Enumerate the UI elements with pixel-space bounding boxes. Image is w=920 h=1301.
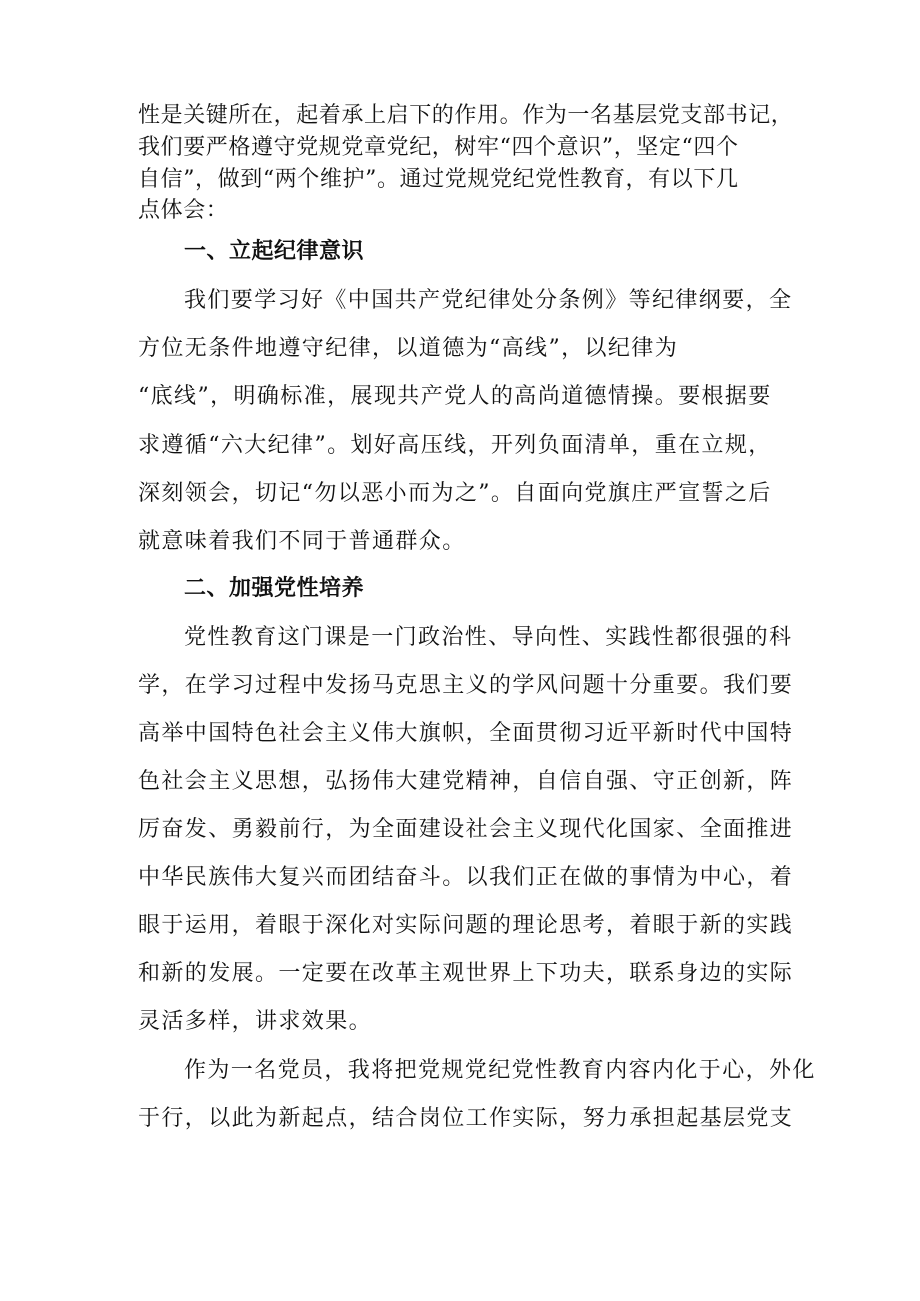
paragraph-line: 于行，以此为新起点，结合岗位工作实际，努力承担起基层党支 <box>138 1106 794 1131</box>
section-heading-discipline: 一、立起纪律意识 <box>184 239 365 264</box>
paragraph-line: 灵活多样，讲求效果。 <box>138 1009 373 1034</box>
paragraph-line: 高举中国特色社会主义伟大旗帜，全面贯彻习近平新时代中国特 <box>138 721 794 746</box>
paragraph-line: 中华民族伟大复兴而团结奋斗。以我们正在做的事情为中心，着 <box>138 865 794 890</box>
paragraph-line: 求遵循“六大纪律”。划好高压线，开列负面清单，重在立规， <box>138 433 772 458</box>
paragraph-line: 作为一名党员，我将把党规党纪党性教育内容内化于心，外化 <box>184 1058 816 1083</box>
intro-line: 自信”，做到“两个维护”。通过党规党纪党性教育，有以下几 <box>138 167 739 192</box>
paragraph-line: 学，在学习过程中发扬马克思主义的学风问题十分重要。我们要 <box>138 673 794 698</box>
paragraph-line: 就意味着我们不同于普通群众。 <box>138 529 466 554</box>
intro-line: 我们要严格遵守党规党章党纪，树牢“四个意识”，坚定“四个 <box>138 135 739 160</box>
paragraph-line: 我们要学习好《中国共产党纪律处分条例》等纪律纲要，全 <box>184 288 793 313</box>
paragraph-line: 厉奋发、勇毅前行，为全面建设社会主义现代化国家、全面推进 <box>138 817 794 842</box>
paragraph-line: 眼于运用，着眼于深化对实际问题的理论思考，着眼于新的实践 <box>138 913 794 938</box>
paragraph-line: “底线”，明确标准，展现共产党人的高尚道德情操。要根据要 <box>138 384 772 409</box>
paragraph-line: 和新的发展。一定要在改革主观世界上下功夫，联系身边的实际 <box>138 961 794 986</box>
paragraph-line: 方位无条件地遵守纪律，以道德为“高线”，以纪律为 <box>138 336 679 361</box>
intro-line: 性是关键所在，起着承上启下的作用。作为一名基层党支部书记， <box>138 103 794 128</box>
paragraph-line: 深刻领会，切记“勿以恶小而为之”。自面向党旗庄严宣誓之后 <box>138 481 772 506</box>
paragraph-line: 党性教育这门课是一门政治性、导向性、实践性都很强的科 <box>184 625 793 650</box>
intro-line: 点体会： <box>138 198 229 223</box>
paragraph-line: 色社会主义思想，弘扬伟大建党精神，自信自强、守正创新，阵 <box>138 769 794 794</box>
section-heading-party-spirit: 二、加强党性培养 <box>184 576 365 601</box>
